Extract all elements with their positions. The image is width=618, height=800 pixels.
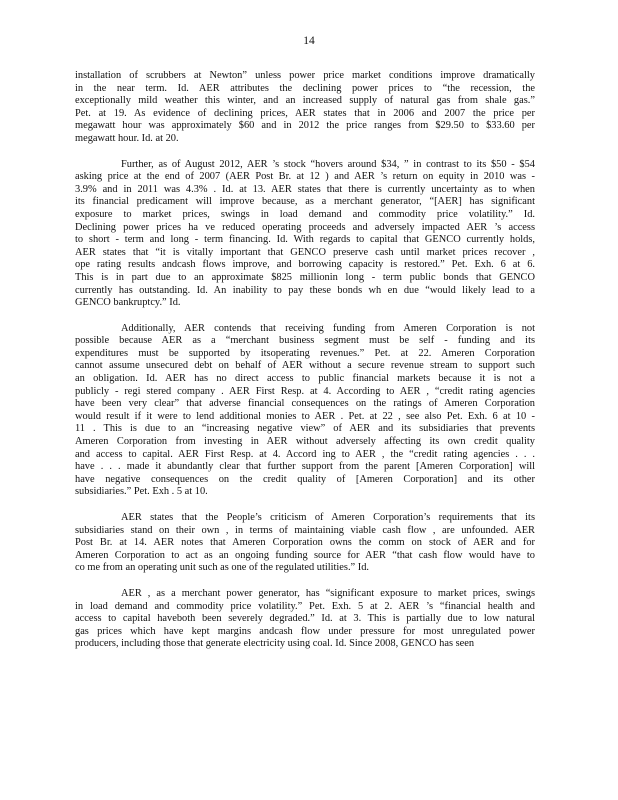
text-line: possible because AER as a “merchant business segment must be self - funding and its bbox=[75, 335, 535, 347]
text-line: co me from an operating unit such as one of the regulated utilities.” Id. bbox=[75, 562, 370, 574]
text-line: in the near term. Id. AER attributes the declining power prices to “the recession, the bbox=[75, 82, 535, 94]
text-line: an obligation. Id. AER has no direct access to public financial markets because it is not a bbox=[75, 373, 535, 385]
text-line: 3.9% and in 2011 was 4.3% . Id. at 13. AER states that there is currently uncertainty as to when bbox=[75, 183, 535, 195]
paragraph bbox=[75, 70, 535, 146]
text-line: Ameren Corporation to act as an ongoing funding source for AER “that cash flow would have to bbox=[75, 549, 535, 561]
text-line: would result if it were to lend additional monies to AER . Pet. at 22 , see also Pet. Exh. 6 at 10 - bbox=[75, 410, 535, 422]
text-line: AER states that “it is vitally important that GENCO preserve cash until market prices recover , bbox=[75, 246, 535, 258]
text-line: Ameren Corporation from investing in AER without adversely affecting its own credit quality bbox=[75, 436, 535, 448]
text-line: installation of scrubbers at Newton” unless power price market conditions improve dramatically bbox=[75, 70, 535, 81]
text-line: and access to capital. AER First Resp. at 4. Accord ing to AER , the “credit rating agencies . . . bbox=[75, 448, 535, 460]
text-line: ope rating results andcash flows improve, and borrowing capacity is restored.” Pet. Exh. 6 at 6. bbox=[75, 259, 535, 271]
text-line: have negative consequences on the credit quality of [Ameren Corporation] and its other bbox=[75, 473, 535, 485]
text-line: exposure to market prices, swings in load demand and commodity price volatility.” Id. bbox=[75, 208, 535, 220]
text-line: access to capital haveboth been severely degraded.” Id. at 3. This is partially due to low natural bbox=[75, 613, 535, 625]
text-line: GENCO bankruptcy.” Id. bbox=[75, 297, 181, 309]
text-line: have been very clear” that adverse financial consequences on the ratings of Ameren Corporation bbox=[75, 398, 535, 410]
text-line: Declining power prices ha ve reduced operating proceeds and adversely impacted AER ’s access bbox=[75, 221, 535, 233]
text-line: have . . . made it abundantly clear that further support from the parent [Ameren Corporation] will bbox=[75, 461, 535, 473]
text-line: subsidiaries.” Pet. Exh . 5 at 10. bbox=[75, 486, 208, 498]
text-line: Pet. at 19. As evidence of declining prices, AER states that in 2006 and 2007 the price per bbox=[75, 107, 535, 119]
paragraph bbox=[75, 512, 535, 575]
text-line: subsidiaries stand on their own , in terms of maintaining viable cash flow , are unfounded. AER bbox=[75, 524, 535, 536]
text-line: This is in part due to an approximate $825 millionin long - term public bonds that GENCO bbox=[75, 271, 535, 283]
text-line: publicly - regi stered company . AER First Resp. at 4. According to AER , “credit rating agencies bbox=[75, 385, 535, 397]
text-line: AER states that the People’s criticism of Ameren Corporation’s requirements that its bbox=[121, 512, 535, 523]
text-line: gas prices which have kept margins andcash flow under pressure for most unregulated power bbox=[75, 625, 535, 637]
paragraph bbox=[75, 323, 535, 499]
text-line: in load demand and commodity price volatility.” Pet. Exh. 5 at 2. AER ’s “financial health and bbox=[75, 600, 535, 612]
text-line: exceptionally mild weather this winter, and an increased supply of natural gas from shale gas.” bbox=[75, 95, 535, 107]
text-line: 11 . This is due to an “increasing negative view” of AER and its subsidiaries that prevents bbox=[75, 423, 535, 435]
text-line: Further, as of August 2012, AER ’s stock “hovers around $34, ” in contrast to its $50 - $54 bbox=[121, 158, 535, 170]
text-line: expenditures must be supported by itsoperating revenues.” Pet. at 22. Ameren Corporation bbox=[75, 347, 535, 359]
text-line: asking price at the end of 2007 (AER Post Br. at 12 ) and AER ’s return on equity in 2010 was - bbox=[75, 171, 535, 183]
page-number: 14 bbox=[303, 35, 315, 47]
document-body bbox=[75, 70, 535, 664]
text-line: currently has outstanding. Id. An inability to pay these bonds wh en due “would likely lead to a bbox=[75, 284, 535, 296]
paragraph bbox=[75, 588, 535, 651]
paragraph bbox=[75, 159, 535, 310]
text-line: Additionally, AER contends that receiving funding from Ameren Corporation is not bbox=[121, 322, 535, 334]
text-line: producers, including those that generate electricity using coal. Id. Since 2008, GENCO has seen bbox=[75, 638, 475, 650]
text-line: megawatt hour. Id. at 20. bbox=[75, 132, 179, 144]
text-line: AER , as a merchant power generator, has “significant exposure to market prices, swings bbox=[121, 587, 535, 599]
text-line: megawatt hour was approximately $60 and in 2012 the price ranges from $29.50 to $33.60 per bbox=[75, 120, 535, 132]
text-line: its financial predicament will improve because, as a merchant generator, “[AER] has significant bbox=[75, 196, 535, 208]
text-line: cannot assume unsecured debt on behalf of AER without a secure revenue stream to support such bbox=[75, 360, 535, 372]
text-line: to short - term and long - term financing. Id. With regards to capital that GENCO currently holds, bbox=[75, 234, 535, 246]
text-line: Post Br. at 14. AER notes that Ameren Corporation owns the comm on stock of AER and for bbox=[75, 537, 535, 549]
